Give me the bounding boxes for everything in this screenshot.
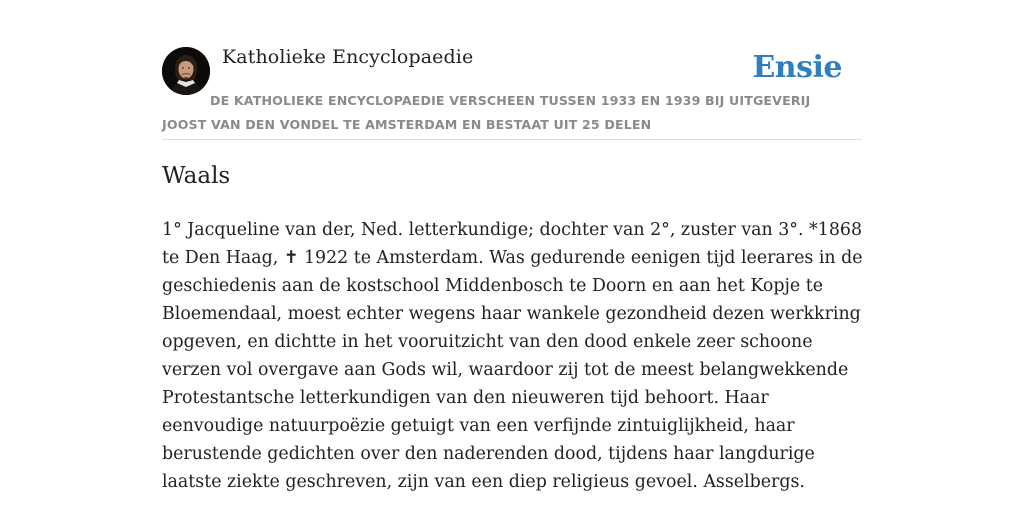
header-divider [162,139,862,140]
ensie-logo[interactable]: Ensie [752,50,842,85]
site-title[interactable]: Katholieke Encyclopaedie [222,46,474,68]
encyclopaedia-description: DE KATHOLIEKE ENCYCLOPAEDIE VERSCHEEN TUSSEN 1933 EN 1939 BIJ UITGEVERIJ JOOST VAN DEN VONDEL TE AMSTERDAM EN BESTAAT UIT 25 DELEN [162,93,811,132]
article-title: Waals [162,163,231,189]
portrait-icon [162,47,210,95]
article-body: 1° Jacqueline van der, Ned. letterkundige; dochter van 2°, zuster van 3°. *1868 te Den Haag, ✝ 1922 te Amsterdam. Was gedurende eenigen tijd leerares in de geschiedenis aan de kostschool Middenbosch te Doorn en aan het Kopje te Bloemendaal, moest echter wegens haar wankele gezondheid dezen werkkring opgeven, en dichtte in het vooruitzicht van den dood enkele zeer schoone verzen vol overgave aan Gods wil, waardoor zij tot de meest belangwekkende Protestantsche letterkundigen van den nieuweren tijd behoort. Haar eenvoudige natuurpoëzie getuigt van een verfijnde zintuiglijkheid, haar berustende gedichten over den naderenden dood, tijdens haar langdurige laatste ziekte geschreven, zijn van een diep religieus gevoel. Asselbergs. [162,220,863,492]
vondel-portrait-avatar[interactable] [162,47,210,95]
